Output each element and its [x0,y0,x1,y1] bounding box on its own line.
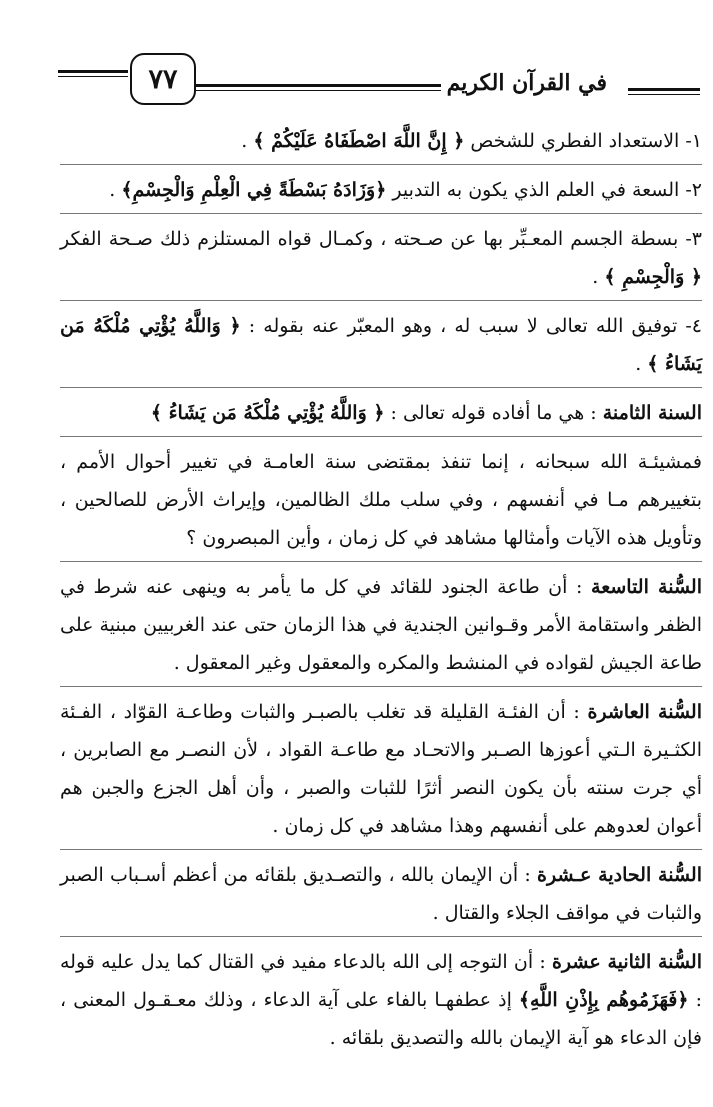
header-rule-right-thin [628,94,700,95]
text-paragraph [60,943,702,1061]
text-paragraph [60,220,702,301]
text-paragraph [60,122,702,165]
paragraph-text-end: إذ عطفهـا بالفاء على آية الدعاء ، وذلك معـقـول المعنى ، فإن الدعاء هو آية الإيمان بالله والتصديق بلقائه . [60,989,702,1049]
paragraph-text: ٤- توفيق الله تعالى لا سبب له ، وهو المعبّر عنه بقوله : [240,315,702,337]
header-rule-middle-thin [196,90,466,91]
quran-quote: ﴿ وَاللَّهُ يُؤْتِي مُلْكَهُ مَن يَشَاءُ ﴾ [60,315,702,375]
paragraph-text: ٢- السعة في العلم الذي يكون به التدبير [386,179,702,201]
page-number-text: ٧٧ [148,63,178,95]
text-paragraph [60,693,702,850]
text-paragraph [60,171,702,214]
paragraph-text: فمشيئـة الله سبحانه ، إنما تنفذ بمقتضى سنة العامـة في تغيير أحوال الأمم ، بتغييرهم مـا في أنفسهم ، وفي سلب ملك الظالمين، وإيراث الأرض للصالحين ، وتأويل هذه الآيات وأمثالها مشاهد في كل زمان ، وأين المبصرون ؟ [60,451,702,549]
paragraph-text: : أن الإيمان بالله ، والتصـديق بلقائه من أعظم أسـباب الصبر والثبات في مواقف الجلاء والقتال . [60,864,702,924]
paragraph-text-end: . [109,179,122,201]
paragraph-text: : أن طاعة الجنود للقائد في كل ما يأمر به وينهى عنه شرط في الظفر واستقامة الأمر وقـوانين الجندية في هذا الزمان حتى عند الغربيين مبنية على طاعة الجيش لقواده في المنشط والمكره والمعقول وغير المعقول . [60,576,702,674]
section-heading: السُّنة العاشرة [587,701,702,723]
text-paragraph [60,568,702,687]
quran-quote: ﴿ وَاللَّهُ يُؤْتِي مُلْكَهُ مَن يَشَاءُ ﴾ [150,402,385,424]
text-paragraph [60,443,702,562]
paragraph-text: : هي ما أفاده قوله تعالى : [384,402,603,424]
paragraph-text: : أن الفئـة القليلة قد تغلب بالصبـر والثبات وطاعـة القوّاد ، الفـئة الكثـيرة الـتي أعوزها الصـبر والاتحـاد مع طاعـة القواد ، لأن النصـر مع الصابرين ، أي جرت سنته بأن يكون النصر أثرًا للثبات والصبر ، وأن أهل الجزع والجبن هم أعوان لعدوهم على أنفسهم وهذا مشاهد في كل زمان . [60,701,702,837]
paragraph-text-end: . [592,266,605,288]
header-rule-right [628,88,700,91]
text-paragraph [60,307,702,388]
section-heading: السُّنة التاسعة [591,576,702,598]
paragraph-text: : أن التوجه إلى الله بالدعاء مفيد في القتال كما يدل عليه قوله : [60,951,702,1011]
paragraph-text: ١- الاستعداد الفطري للشخص [464,130,702,152]
paragraph-text-end: . [635,353,648,375]
quran-quote: ﴿ وَالْجِسْمِ ﴾ [604,266,702,288]
running-title: في القرآن الكريم [441,70,613,96]
page-header [0,0,713,110]
page-number [130,53,196,105]
page-body [60,122,702,1067]
text-paragraph [60,856,702,937]
quran-quote: ﴿فَهَزَمُوهُم بِإِذْنِ اللَّهِ﴾ [518,989,689,1011]
section-heading: السُّنة الثانية عشرة [551,951,702,973]
paragraph-text-end: . [241,130,254,152]
paragraph-text: ٣- بسطة الجسم المعـبِّر بها عن صـحته ، وكمـال قواه المستلزم ذلك صـحة الفكر [60,228,702,250]
header-rule-left-thin [58,76,128,77]
quran-quote: ﴿ إِنَّ اللَّهَ اصْطَفَاهُ عَلَيْكُمْ ﴾ [253,130,465,152]
header-rule-left [58,70,128,73]
section-heading: السُّنة الحادية عـشرة [537,864,702,886]
text-paragraph [60,394,702,437]
quran-quote: ﴿وَزَادَهُ بَسْطَةً فِي الْعِلْمِ وَالْجِسْمِ﴾ [121,179,387,201]
section-heading: السنة الثامنة [602,402,702,424]
header-rule-middle [196,84,466,87]
